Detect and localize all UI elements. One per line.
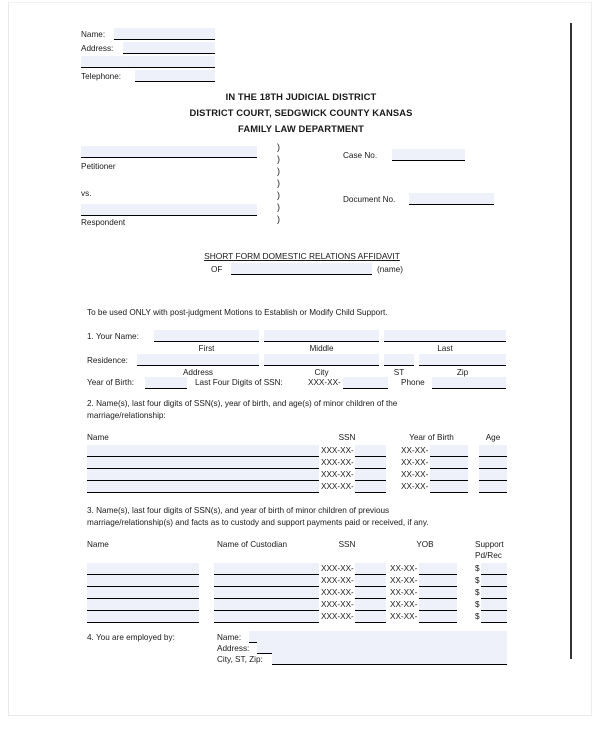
residence-address-input[interactable] <box>137 354 259 366</box>
last-name-sublabel: Last <box>437 344 453 353</box>
section-3-col-custodian: Name of Custodian <box>217 540 288 549</box>
section-3-yob-mask: XX-XX- <box>390 588 418 597</box>
section-3-name-input[interactable] <box>87 563 199 575</box>
form-title-name-input[interactable] <box>231 263 372 275</box>
section-2-age-input[interactable] <box>479 445 507 457</box>
section-3-currency-symbol: $ <box>475 612 480 621</box>
section-2-ssn-mask: XXX-XX- <box>321 470 354 479</box>
section-3-name-input[interactable] <box>87 587 199 599</box>
section-2-age-input[interactable] <box>479 469 507 481</box>
section-3-ssn-input[interactable] <box>355 563 386 575</box>
form-title-of-label: OF <box>211 265 223 274</box>
residence-label: Residence: <box>87 356 128 365</box>
phone-label: Phone <box>401 378 425 387</box>
employer-citystatezip-input[interactable] <box>272 653 507 665</box>
section-2-ssn-input[interactable] <box>355 457 386 469</box>
section-2-yob-input[interactable] <box>430 481 468 493</box>
section-2-ssn-input[interactable] <box>355 469 386 481</box>
section-3-currency-symbol: $ <box>475 600 480 609</box>
section-3-yob-input[interactable] <box>419 563 457 575</box>
section-2-yob-mask: XX-XX- <box>401 446 429 455</box>
section-2-yob-input[interactable] <box>430 457 468 469</box>
section-2-yob-mask: XX-XX- <box>401 458 429 467</box>
section-3-ssn-mask: XXX-XX- <box>321 576 354 585</box>
last-name-input[interactable] <box>384 330 506 342</box>
year-of-birth-input[interactable] <box>145 377 187 389</box>
section-3-ssn-input[interactable] <box>355 611 386 623</box>
residence-state-sublabel: ST <box>393 368 405 377</box>
section-2-yob-input[interactable] <box>430 445 468 457</box>
last-four-ssn-label: Last Four Digits of SSN: <box>195 378 283 387</box>
section-3-col-ssn: SSN <box>338 540 356 549</box>
contact-address-label: Address: <box>81 44 114 53</box>
caption-paren: ) <box>277 154 280 164</box>
section-2-ssn-mask: XXX-XX- <box>321 458 354 467</box>
section-2-ssn-mask: XXX-XX- <box>321 446 354 455</box>
section-2-col-age: Age <box>485 433 501 442</box>
your-name-label: 1. Your Name: <box>87 332 139 341</box>
section-3-ssn-input[interactable] <box>355 599 386 611</box>
court-title-line-2: DISTRICT COURT, SEDGWICK COUNTY KANSAS <box>189 107 413 118</box>
document-page <box>8 2 592 716</box>
residence-address-sublabel: Address <box>182 368 214 377</box>
petitioner-label: Petitioner <box>81 162 116 171</box>
court-title-line-1: IN THE 18TH JUDICIAL DISTRICT <box>225 91 377 102</box>
document-no-input[interactable] <box>409 193 494 205</box>
section-2-age-input[interactable] <box>479 457 507 469</box>
phone-input[interactable] <box>432 377 506 389</box>
case-no-label: Case No. <box>343 151 378 160</box>
court-title-block <box>9 89 593 137</box>
section-3-support-input[interactable] <box>481 611 507 623</box>
contact-telephone-input[interactable] <box>135 70 215 82</box>
section-2-name-input[interactable] <box>87 481 319 493</box>
section-3-custodian-input[interactable] <box>214 599 319 611</box>
section-3-ssn-mask: XXX-XX- <box>321 612 354 621</box>
section-3-custodian-input[interactable] <box>214 563 319 575</box>
section-3-support-input[interactable] <box>481 587 507 599</box>
section-3-col-yob: YOB <box>416 540 434 549</box>
first-name-sublabel: First <box>198 344 215 353</box>
residence-zip-sublabel: Zip <box>456 368 469 377</box>
middle-name-input[interactable] <box>264 330 379 342</box>
form-title: SHORT FORM DOMESTIC RELATIONS AFFIDAVIT <box>204 251 400 261</box>
section-3-custodian-input[interactable] <box>214 611 319 623</box>
section-3-yob-mask: XX-XX- <box>390 564 418 573</box>
respondent-name-input[interactable] <box>81 204 257 216</box>
caption-paren: ) <box>277 190 280 200</box>
employer-name-label: Name: <box>217 633 242 642</box>
section-2-name-input[interactable] <box>87 457 319 469</box>
section-3-text-line-1: 3. Name(s), last four digits of SSN(s), and year of birth of minor children of previous <box>87 506 390 515</box>
section-3-name-input[interactable] <box>87 599 199 611</box>
section-2-age-input[interactable] <box>479 481 507 493</box>
last-four-ssn-input[interactable] <box>343 377 388 389</box>
section-3-currency-symbol: $ <box>475 588 480 597</box>
section-3-support-input[interactable] <box>481 575 507 587</box>
year-of-birth-label: Year of Birth: <box>87 378 135 387</box>
section-2-col-name: Name <box>87 433 109 442</box>
section-3-ssn-mask: XXX-XX- <box>321 588 354 597</box>
contact-name-input[interactable] <box>114 28 215 40</box>
employer-address-label: Address: <box>217 644 250 653</box>
section-2-text-line-2: marriage/relationship: <box>87 411 166 420</box>
caption-paren: ) <box>277 166 280 176</box>
section-3-ssn-mask: XXX-XX- <box>321 600 354 609</box>
section-3-yob-input[interactable] <box>419 599 457 611</box>
section-3-col-name: Name <box>87 540 109 549</box>
caption-paren: ) <box>277 214 280 224</box>
section-3-name-input[interactable] <box>87 611 199 623</box>
section-2-yob-mask: XX-XX- <box>401 482 429 491</box>
caption-paren-column <box>277 143 280 227</box>
petitioner-name-input[interactable] <box>81 146 257 158</box>
section-3-currency-symbol: $ <box>475 576 480 585</box>
section-3-yob-input[interactable] <box>419 575 457 587</box>
section-3-support-input[interactable] <box>481 599 507 611</box>
case-no-input[interactable] <box>392 149 465 161</box>
section-2-yob-input[interactable] <box>430 469 468 481</box>
section-3-yob-mask: XX-XX- <box>390 576 418 585</box>
section-3-name-input[interactable] <box>87 575 199 587</box>
section-3-currency-symbol: $ <box>475 564 480 573</box>
section-2-yob-mask: XX-XX- <box>401 470 429 479</box>
section-3-ssn-mask: XXX-XX- <box>321 564 354 573</box>
residence-zip-input[interactable] <box>419 354 506 366</box>
section-2-name-input[interactable] <box>87 469 319 481</box>
section-3-yob-input[interactable] <box>419 611 457 623</box>
section-3-yob-mask: XX-XX- <box>390 612 418 621</box>
section-3-ssn-input[interactable] <box>355 575 386 587</box>
usage-instruction: To be used ONLY with post-judgment Motions to Establish or Modify Child Support. <box>87 308 388 317</box>
section-3-yob-input[interactable] <box>419 587 457 599</box>
section-2-ssn-mask: XXX-XX- <box>321 482 354 491</box>
caption-paren: ) <box>277 202 280 212</box>
caption-paren: ) <box>277 178 280 188</box>
section-2-col-yob: Year of Birth <box>409 433 454 442</box>
first-name-input[interactable] <box>154 330 259 342</box>
ssn-mask-prefix: XXX-XX- <box>308 378 341 387</box>
section-2-ssn-input[interactable] <box>355 445 386 457</box>
section-2-name-input[interactable] <box>87 445 319 457</box>
section-2-col-ssn: SSN <box>338 433 356 442</box>
residence-city-sublabel: City <box>314 368 329 377</box>
section-2-ssn-input[interactable] <box>355 481 386 493</box>
section-3-ssn-input[interactable] <box>355 587 386 599</box>
vs-label: vs. <box>81 189 92 198</box>
caption-paren: ) <box>277 142 280 152</box>
middle-name-sublabel: Middle <box>309 344 334 353</box>
contact-telephone-label: Telephone: <box>81 72 122 81</box>
contact-address-input-line2[interactable] <box>81 56 215 68</box>
respondent-label: Respondent <box>81 218 126 227</box>
section-4-label: 4. You are employed by: <box>87 633 175 642</box>
section-3-support-input[interactable] <box>481 563 507 575</box>
section-3-custodian-input[interactable] <box>214 587 319 599</box>
contact-name-label: Name: <box>81 30 106 39</box>
residence-city-input[interactable] <box>264 354 379 366</box>
court-title-line-3: FAMILY LAW DEPARTMENT <box>238 123 364 134</box>
section-3-col-support: Support <box>475 540 504 549</box>
document-no-label: Document No. <box>343 195 396 204</box>
residence-state-input[interactable] <box>384 354 414 366</box>
form-title-name-hint: (name) <box>377 265 403 274</box>
section-3-yob-mask: XX-XX- <box>390 600 418 609</box>
employer-citystatezip-label: City, ST, Zip: <box>217 655 263 664</box>
section-3-custodian-input[interactable] <box>214 575 319 587</box>
section-3-text-line-2: marriage/relationship(s) and facts as to custody and support payments paid or received, if any. <box>87 518 429 527</box>
contact-address-input[interactable] <box>123 42 215 54</box>
section-2-text-line-1: 2. Name(s), last four digits of SSN(s), year of birth, and age(s) of minor children of the <box>87 399 398 408</box>
section-3-col-support-line2: Pd/Rec <box>475 551 502 560</box>
